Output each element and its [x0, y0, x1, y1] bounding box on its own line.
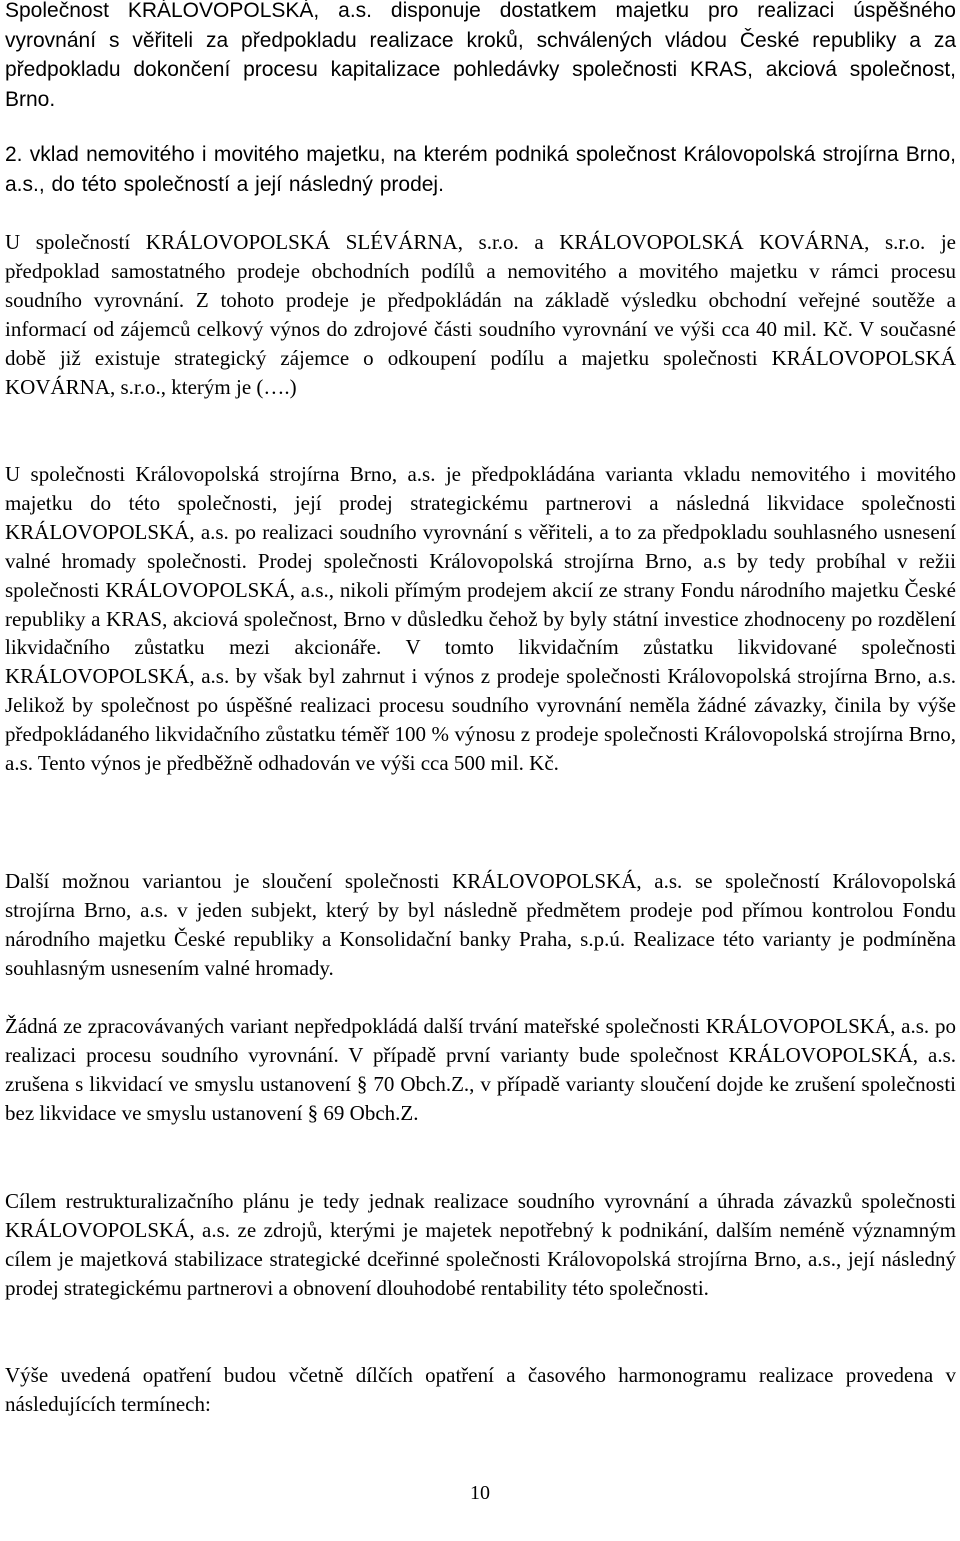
plan-goal-paragraph: Cílem restrukturalizačního plánu je tedy jednak realizace soudního vyrovnání a úhrada závazků společnosti KRÁLOVOPOLSKÁ, a.s. ze zdrojů, kterými je majetek nepotřebný k podnikání, dalším neméně významným cílem je majetková stabilizace strategické dceřinné společnosti Královopolská strojírna Brno, a.s., její následný prodej strategickému partnerovi a obnovení dlouhodobé rentability této společnosti.	[5, 1189, 956, 1300]
page-number: 10	[470, 1482, 490, 1504]
schedule-intro-paragraph: Výše uvedená opatření budou včetně dílčích opatření a časového harmonogramu realizace provedena v následujících termínech:	[5, 1363, 956, 1416]
strojirna-variant-paragraph: U společnosti Královopolská strojírna Brno, a.s. je předpokládána varianta vkladu nemovitého i movitého majetku do této společnosti, její prodej strategickému partnerovi a následná likvidace společnosti KRÁLOVOPOLSKÁ, a.s. po realizaci soudního vyrovnání s věřiteli, a to za předpokladu souhlasného usnesení valné hromady společnosti. Prodej společnosti Královopolská strojírna Brno, a.s by tedy probíhal v režii společnosti KRÁLOVOPOLSKÁ, a.s., nikoli přímým prodejem akcií ze strany Fondu národního majetku České republiky a KRAS, akciová společnost, Brno v důsledku čehož by byly státní investice zhodnoceny po rozdělení likvidačního zůstatku mezi akcionáře. V tomto likvidačním zůstatku likvidované společnosti KRÁLOVOPOLSKÁ, a.s. by však byl zahrnut i výnos z prodeje společnosti Královopolská strojírna Brno, a.s. Jelikož by společnost po úspěšné realizaci procesu soudního vyrovnání neměla žádné závazky, činila by výše předpokládaného likvidačního zůstatku téměř 100 % výnosu z prodeje společnosti Královopolská strojírna Brno, a.s. Tento výnos je předběžně odhadován ve výši cca 500 mil. Kč.	[5, 462, 956, 776]
slevarna-kovarna-paragraph: U společností KRÁLOVOPOLSKÁ SLÉVÁRNA, s.r.o. a KRÁLOVOPOLSKÁ KOVÁRNA, s.r.o. je předpoklad samostatného prodeje obchodních podílů a nemovitého a movitého majetku v rámci procesu soudního vyrovnání. Z tohoto prodeje je předpokládán na základě výsledku obchodní veřejné soutěže a informací od zájemců celkový výnos do zdrojové části soudního vyrovnání ve výši cca 40 mil. Kč. V současné době již existuje strategický zájemce o odkoupení podílu a majetku společnosti KRÁLOVOPOLSKÁ KOVÁRNA, s.r.o., kterým je (….)	[5, 230, 956, 399]
list-item-2-paragraph: 2. vklad nemovitého i movitého majetku, na kterém podniká společnost Královopolská strojírna Brno, a.s., do této společností a její následný prodej.	[5, 143, 956, 196]
merger-variant-paragraph: Další možnou variantou je sloučení společnosti KRÁLOVOPOLSKÁ, a.s. se společností Královopolská strojírna Brno, a.s. v jeden subjekt, který by byl následně předmětem prodeje pod přímou kontrolou Fondu národního majetku České republiky a Konsolidační banky Praha, s.p.ú. Realizace této varianty je podmíněna souhlasným usnesením valné hromady.	[5, 869, 956, 980]
intro-paragraph: Společnost KRÁLOVOPOLSKÁ, a.s. disponuje dostatkem majetku pro realizaci úspěšného vyrovnání s věřiteli za předpokladu realizace kroků, schválených vládou České republiky a za předpokladu dokončení procesu kapitalizace pohledávky společnosti KRAS, akciová společnost, Brno.	[5, 0, 956, 112]
dissolution-paragraph: Žádná ze zpracovávaných variant nepředpokládá další trvání mateřské společnosti KRÁLOVOPOLSKÁ, a.s. po realizaci procesu soudního vyrovnání. V případě první varianty bude společnost KRÁLOVOPOLSKÁ, a.s. zrušena s likvidací ve smyslu ustanovení § 70 Obch.Z., v případě varianty sloučení dojde ke zrušení společnosti bez likvidace ve smyslu ustanovení § 69 Obch.Z.	[5, 1014, 956, 1125]
